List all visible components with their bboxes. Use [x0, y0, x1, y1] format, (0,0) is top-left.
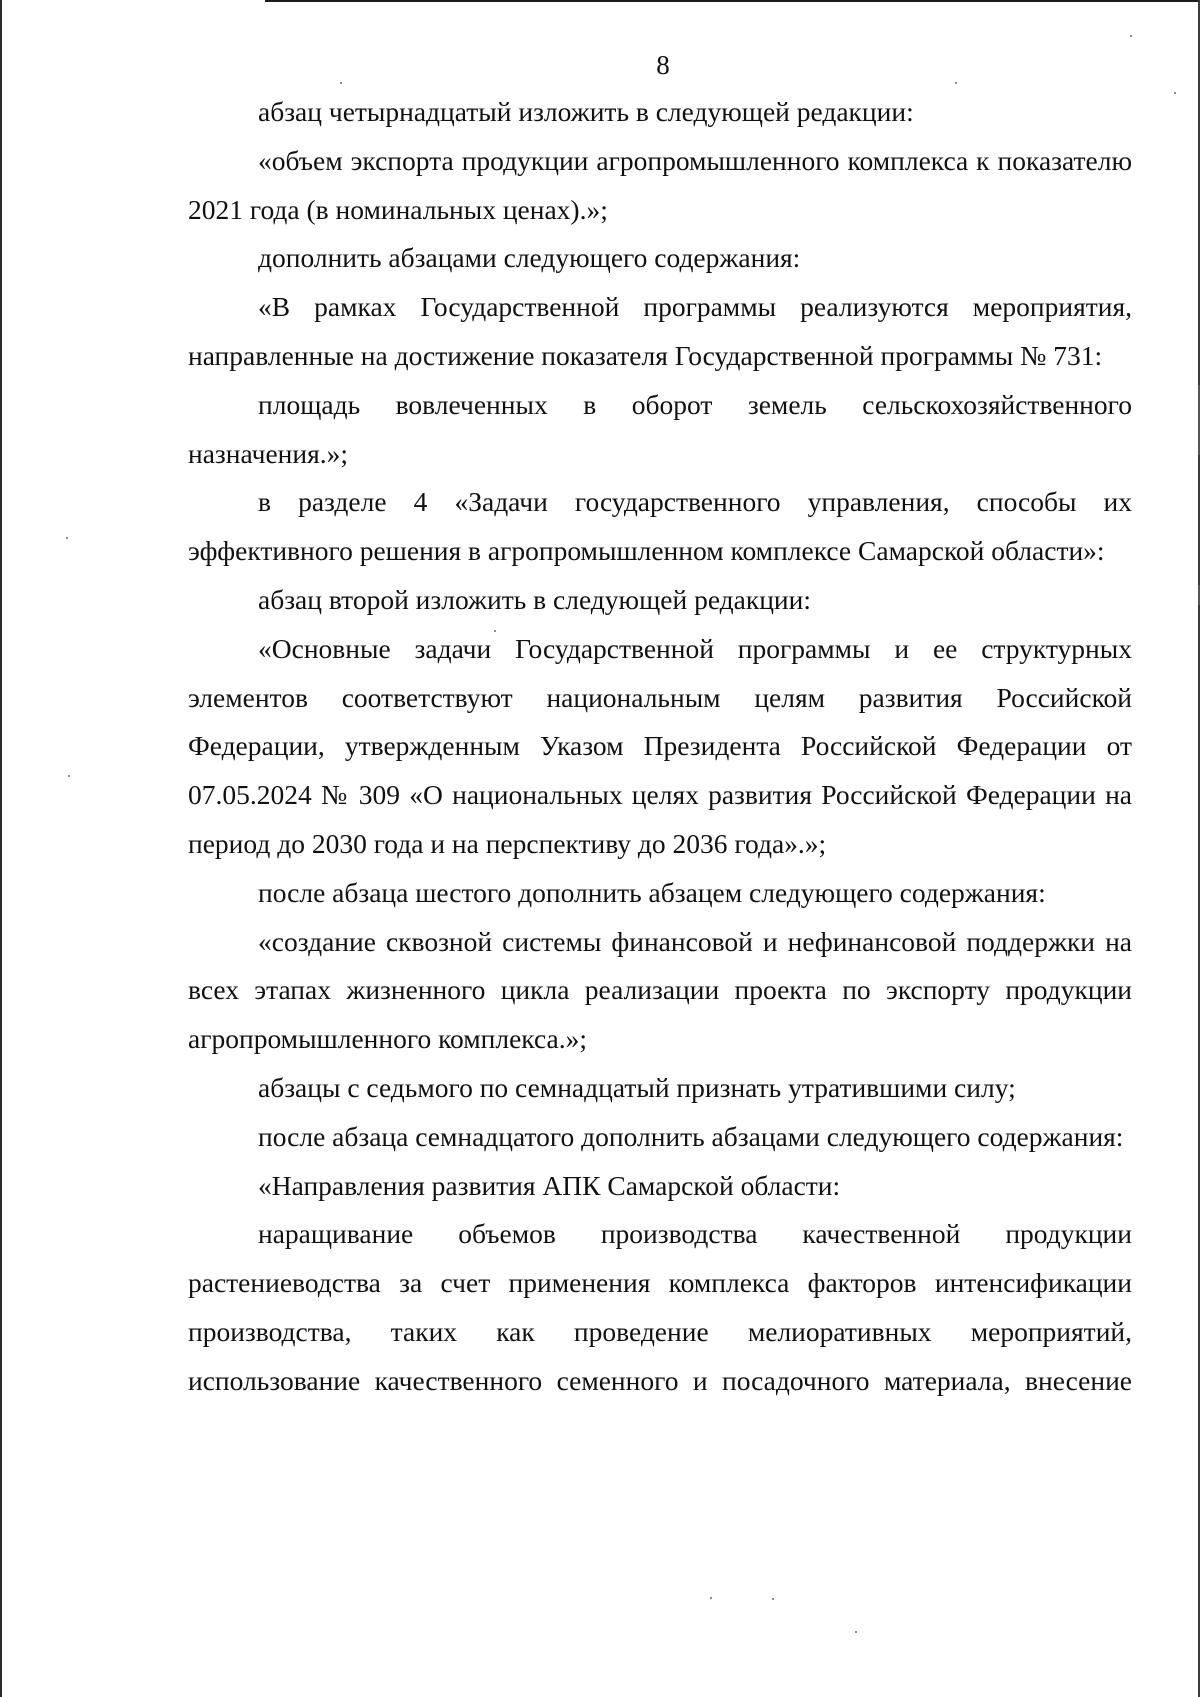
paragraph: наращивание объемов производства качественной продукции растениеводства за счет применения комплекса факторов интенсификации производства, таких как проведение мелиоративных мероприятий, использование качественного семенного и посадочного материала, внесение: [188, 1218, 1132, 1396]
scan-edge-top: [265, 0, 1200, 2]
paragraph: «создание сквозной системы финансовой и нефинансовой поддержки на всех этапах жизненного цикла реализации проекта по экспорту продукции агропромышленного комплекса.»;: [188, 925, 1132, 1055]
scan-speck: [68, 775, 70, 777]
paragraph: абзац четырнадцатый изложить в следующей редакции:: [258, 96, 914, 127]
scan-speck: [772, 1598, 774, 1600]
paragraph: «В рамках Государственной программы реализуются мероприятия, направленные на достижение показателя Государственной программы № 731:: [188, 291, 1132, 371]
document-body: [188, 88, 1132, 1406]
paragraph: после абзаца семнадцатого дополнить абзацами следующего содержания:: [258, 1120, 1124, 1152]
scan-speck: [1174, 92, 1176, 94]
paragraph: абзацы с седьмого по семнадцатый признать утратившими силу;: [258, 1071, 1016, 1103]
paragraph: «объем экспорта продукции агропромышленного комплекса к показателю 2021 года (в номинальных ценах).»;: [188, 144, 1132, 225]
page-number: 8: [656, 50, 670, 80]
scan-speck: [955, 82, 957, 84]
scan-speck: [66, 537, 68, 539]
scan-speck: [340, 82, 342, 84]
paragraph: площадь вовлеченных в оборот земель сельскохозяйственного назначения.»;: [188, 388, 1132, 469]
paragraph: «Направления развития АПК Самарской области:: [258, 1169, 841, 1201]
paragraph: в разделе 4 «Задачи государственного управления, способы их эффективного решения в агропромышленном комплексе Самарской области»:: [188, 486, 1132, 567]
paragraph: дополнить абзацами следующего содержания:: [258, 242, 801, 274]
scan-speck: [710, 1597, 712, 1599]
scan-speck: [855, 1631, 857, 1633]
scan-speck: [1130, 35, 1132, 37]
paragraph: «Основные задачи Государственной программы и ее структурных элементов соответствуют национальным целям развития Российской Федерации, утвержденным Указом Президента Российской Федерации от 07.05.2024 № 309 «О национальных целях развития Российской Федерации на период до 2030 года и на перспективу до 2036 года».»;: [188, 632, 1132, 859]
paragraph: абзац второй изложить в следующей редакции:: [258, 583, 812, 615]
paragraph: после абзаца шестого дополнить абзацем следующего содержания:: [258, 876, 1046, 908]
scan-edge-left: [0, 0, 2, 1697]
